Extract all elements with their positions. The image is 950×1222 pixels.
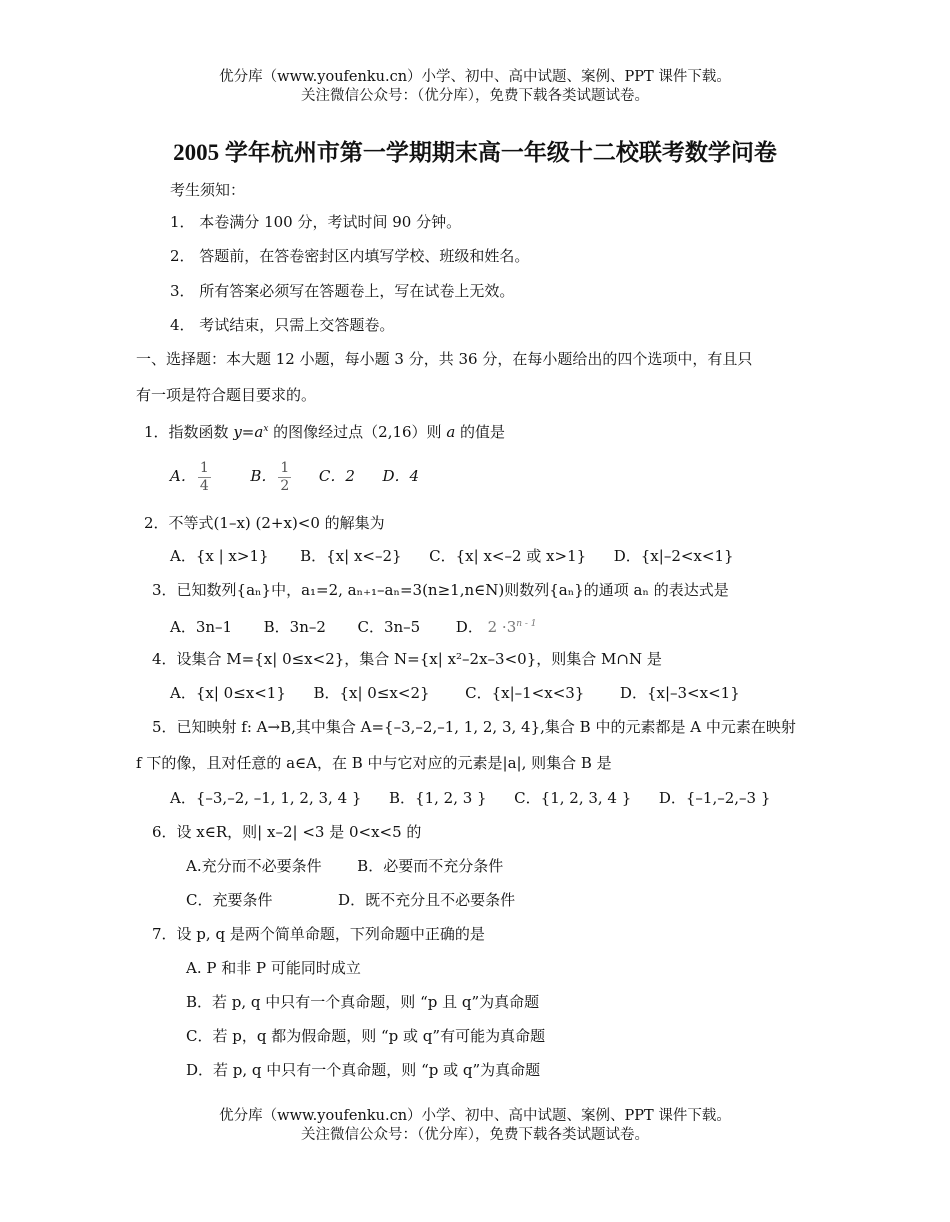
question-5-stem-line-2: f 下的像，且对任意的 a∈A，在 B 中与它对应的元素是|a|, 则集合 B 是 bbox=[136, 754, 612, 772]
question-6-stem: 6．设 x∈R，则| x–2| <3 是 0<x<5 的 bbox=[152, 823, 422, 841]
question-4-options bbox=[170, 683, 740, 703]
footer-line-2: 关注微信公众号：（优分库），免费下载各类试题试卷。 bbox=[301, 1127, 649, 1143]
page-header bbox=[0, 68, 950, 106]
footer-line-1: 优分库（www.youfenku.cn）小学、初中、高中试题、案例、PPT 课件下载。 bbox=[219, 1108, 731, 1124]
question-1-stem: 1．指数函数 $y=a^x$ 的图像经过点（2,16）则 a 的值是 bbox=[144, 423, 506, 441]
question-1-options bbox=[170, 456, 419, 496]
option-b: B．若 p, q 中只有一个真命题，则 “p 且 q”为真命题 bbox=[186, 993, 540, 1011]
notice-heading: 考生须知： bbox=[170, 181, 246, 199]
question-3-options bbox=[170, 614, 537, 637]
question-3-stem: 3．已知数列{aₙ}中，a₁=2, aₙ₊₁–aₙ=3(n≥1,n∈N)则数列{aₙ}的通项 aₙ 的表达式是 bbox=[152, 581, 729, 599]
option-a: A. P 和非 P 可能同时成立 bbox=[186, 959, 361, 977]
option-a: A．3n–1 bbox=[170, 618, 233, 636]
option-c: C．{x|–1<x<3} bbox=[465, 684, 585, 702]
option-d: D．既不充分且不必要条件 bbox=[338, 891, 516, 909]
option-a: A．{x | x>1} bbox=[170, 547, 269, 565]
header-line-1: 优分库（www.youfenku.cn）小学、初中、高中试题、案例、PPT 课件下载。 bbox=[219, 69, 731, 85]
option-d: D．{–1,–2,–3 } bbox=[658, 789, 771, 807]
notice-item: 4． 考试结束，只需上交答题卷。 bbox=[170, 316, 395, 334]
option-c: C．{1, 2, 3, 4 } bbox=[514, 789, 632, 807]
question-2-stem: 2．不等式(1–x) (2+x)<0 的解集为 bbox=[144, 514, 385, 532]
exam-title: 2005 学年杭州市第一学期期末高一年级十二校联考数学问卷 bbox=[173, 140, 777, 165]
option-d: D．4 bbox=[382, 467, 420, 485]
question-6-options-row-1 bbox=[186, 856, 503, 876]
option-d: D．{x|–2<x<1} bbox=[613, 547, 734, 565]
option-a: A． $\frac{1}{4}$ bbox=[170, 459, 209, 494]
question-6-options-row-2 bbox=[186, 890, 515, 910]
option-a: A．{x| 0≤x<1} bbox=[170, 684, 286, 702]
page-footer bbox=[0, 1107, 950, 1145]
option-b: B．3n–2 bbox=[263, 618, 326, 636]
option-a: A．{–3,–2, –1, 1, 2, 3, 4 } bbox=[170, 789, 362, 807]
notice-item: 1． 本卷满分 100 分，考试时间 90 分钟。 bbox=[170, 213, 462, 231]
option-b: B． $\frac{1}{2}$ bbox=[250, 459, 290, 494]
option-b: B．必要而不充分条件 bbox=[357, 857, 504, 875]
option-d: D． $2 \cdot 3^{n - 1}$ bbox=[455, 618, 537, 636]
option-c: C．{x| x<–2 或 x>1} bbox=[429, 547, 587, 565]
option-b: B．{x| x<–2} bbox=[300, 547, 402, 565]
option-c: C．充要条件 bbox=[186, 891, 273, 909]
option-c: C．3n–5 bbox=[357, 618, 421, 636]
notice-item: 3． 所有答案必须写在答题卷上，写在试卷上无效。 bbox=[170, 282, 515, 300]
question-5-options bbox=[170, 788, 770, 808]
option-b: B．{x| 0≤x<2} bbox=[313, 684, 430, 702]
question-5-stem-line-1: 5．已知映射 f: A→B,其中集合 A={–3,–2,–1, 1, 2, 3, 4},集合 B 中的元素都是 A 中元素在映射 bbox=[152, 718, 796, 736]
option-c: C．若 p，q 都为假命题，则 “p 或 q”有可能为真命题 bbox=[186, 1027, 546, 1045]
question-4-stem: 4．设集合 M={x| 0≤x<2}，集合 N={x| x²–2x–3<0}，则集合 M∩N 是 bbox=[152, 650, 662, 668]
section-intro-line-1: 一、选择题：本大题 12 小题，每小题 3 分，共 36 分，在每小题给出的四个选项中，有且只 bbox=[136, 350, 753, 368]
section-intro-line-2: 有一项是符合题目要求的。 bbox=[136, 386, 317, 404]
notice-item: 2． 答题前，在答卷密封区内填写学校、班级和姓名。 bbox=[170, 247, 530, 265]
option-d: D．若 p, q 中只有一个真命题，则 “p 或 q”为真命题 bbox=[186, 1061, 541, 1079]
option-b: B．{1, 2, 3 } bbox=[389, 789, 487, 807]
option-a: A.充分而不必要条件 bbox=[186, 857, 322, 875]
option-d: D．{x|–3<x<1} bbox=[619, 684, 740, 702]
option-c: C．2 bbox=[318, 467, 355, 485]
question-2-options bbox=[170, 546, 734, 566]
header-line-2: 关注微信公众号：（优分库），免费下载各类试题试卷。 bbox=[301, 88, 649, 104]
question-7-stem: 7．设 p, q 是两个简单命题，下列命题中正确的是 bbox=[152, 925, 485, 943]
